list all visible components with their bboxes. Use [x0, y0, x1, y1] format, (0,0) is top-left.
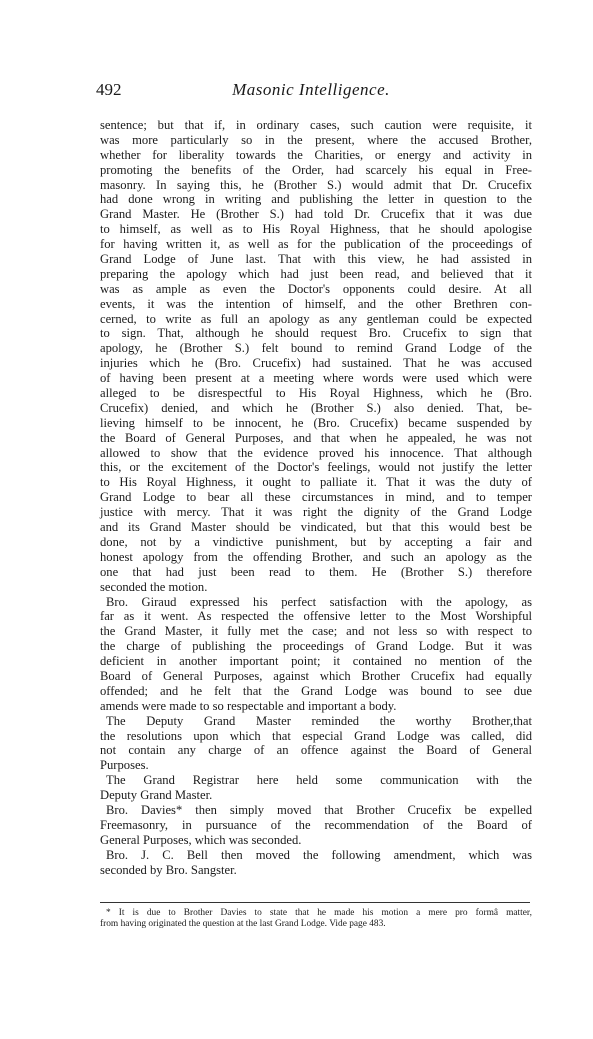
text-line: lieving himself to be innocent, he (Bro. Crucefix) became suspended by [100, 415, 532, 430]
text-line: cerned, to write as full an apology as any gentleman could be expected [100, 311, 532, 326]
text-line: had done wrong in writing and publishing the letter in question to the [100, 192, 532, 207]
text-line: was as ample as even the Doctor's opponents could desire. At all [100, 281, 532, 296]
text-line: not contain any charge of an offence against the Board of General [100, 743, 532, 758]
text-line: the Grand Master, it fully met the case; and not less so with respect to [100, 624, 532, 639]
text-line: seconded by Bro. Sangster. [100, 862, 237, 877]
text-line: to His Royal Highness, it ought to palliate it. That it was the duty of [100, 475, 532, 490]
text-line: amends were made to so respectable and important a body. [100, 698, 397, 713]
text-line: for having written it, as well as for the publication of the proceedings of [100, 237, 532, 252]
text-line: Grand Lodge of June last. That with this view, he had assisted in [100, 252, 532, 267]
text-line: Board of General Purposes, against which Brother Crucefix had equally [100, 668, 532, 683]
text-line: the resolutions upon which that especial Grand Lodge was called, did [100, 728, 532, 743]
footnote [100, 908, 532, 930]
text-line: of having been present at a meeting where words were used which were [100, 371, 532, 386]
text-line: was more particularly so in the present, where the accused Brother, [100, 132, 532, 147]
text-line: seconded the motion. [100, 579, 208, 594]
text-line: Freemasonry, in pursuance of the recommendation of the Board of [100, 817, 532, 832]
text-line: offended; and he felt that the Grand Lodge was bound to see due [100, 683, 532, 698]
text-line: Crucefix) denied, and which he (Brother S.) also denied. That, be- [100, 400, 532, 415]
text-line: promoting the benefits of the Order, had scarcely his equal in Free- [100, 162, 532, 177]
text-line: The Deputy Grand Master reminded the worthy Brother,that [106, 713, 532, 728]
text-line: apology, he (Brother S.) felt bound to remind Grand Lodge of the [100, 341, 532, 356]
text-line: this, or the excitement of the Doctor's feelings, would not justify the letter [100, 460, 532, 475]
text-line: the Board of General Purposes, and that when he appealed, he was not [100, 430, 532, 445]
text-line: Grand Master. He (Brother S.) had told Dr. Crucefix that it was due [100, 207, 532, 222]
text-line: deficient in another important point; it contained no mention of the [100, 654, 532, 669]
text-line: whether for liberality towards the Charities, or energy and activity in [100, 147, 532, 162]
footnote-line: from having originated the question at the last Grand Lodge. Vide page 483. [100, 919, 386, 930]
text-line: events, it was the intention of himself, and the other Brethren con- [100, 296, 532, 311]
text-line: one that had just been read to them. He (Brother S.) therefore [100, 564, 532, 579]
text-line: the charge of publishing the proceedings of Grand Lodge. But it was [100, 639, 532, 654]
text-line: to himself, as well as to His Royal Highness, that he should apologise [100, 222, 532, 237]
text-line: General Purposes, which was seconded. [100, 832, 302, 847]
text-line: justice with mercy. That it was right the dignity of the Grand Lodge [100, 505, 532, 520]
text-line: injuries which he (Bro. Crucefix) had sustained. That he was accused [100, 356, 532, 371]
page-number: 492 [96, 80, 122, 99]
footnote-line: * It is due to Brother Davies to state that he made his motion a mere pro formâ matter, [106, 908, 532, 918]
text-line: Bro. Davies* then simply moved that Brother Crucefix be expelled [106, 802, 532, 817]
text-line: preparing the apology which had just been read, and believed that it [100, 266, 532, 281]
text-line: Deputy Grand Master. [100, 788, 213, 803]
text-line: far as it went. As respected the offensive letter to the Most Worshipful [100, 609, 532, 624]
text-line: allowed to show that the evidence proved his innocence. That although [100, 445, 532, 460]
text-line: Bro. Giraud expressed his perfect satisfaction with the apology, as [106, 594, 532, 609]
text-line: Bro. J. C. Bell then moved the following amendment, which was [106, 847, 532, 862]
footnote-rule [100, 902, 530, 903]
text-line: Grand Lodge to bear all these circumstances in mind, and to temper [100, 490, 532, 505]
text-line: masonry. In saying this, he (Brother S.) would admit that Dr. Crucefix [100, 177, 532, 192]
running-title: Masonic Intelligence. [232, 80, 390, 99]
article-body [100, 118, 532, 877]
page-header [96, 80, 526, 102]
text-line: Purposes. [100, 758, 149, 773]
text-line: done, not by a vindictive punishment, but by accepting a fair and [100, 534, 532, 549]
text-line: sentence; but that if, in ordinary cases, such caution were requisite, it [100, 118, 532, 132]
text-line: and its Grand Master should be vindicated, but that this would best be [100, 520, 532, 535]
text-line: The Grand Registrar here held some communication with the [106, 773, 532, 788]
text-line: alleged to be disrespectful to His Royal Highness, which he (Bro. [100, 386, 532, 401]
text-line: honest apology from the offending Brother, and such an apology as the [100, 549, 532, 564]
text-line: to sign. That, although he should request Bro. Crucefix to sign that [100, 326, 532, 341]
